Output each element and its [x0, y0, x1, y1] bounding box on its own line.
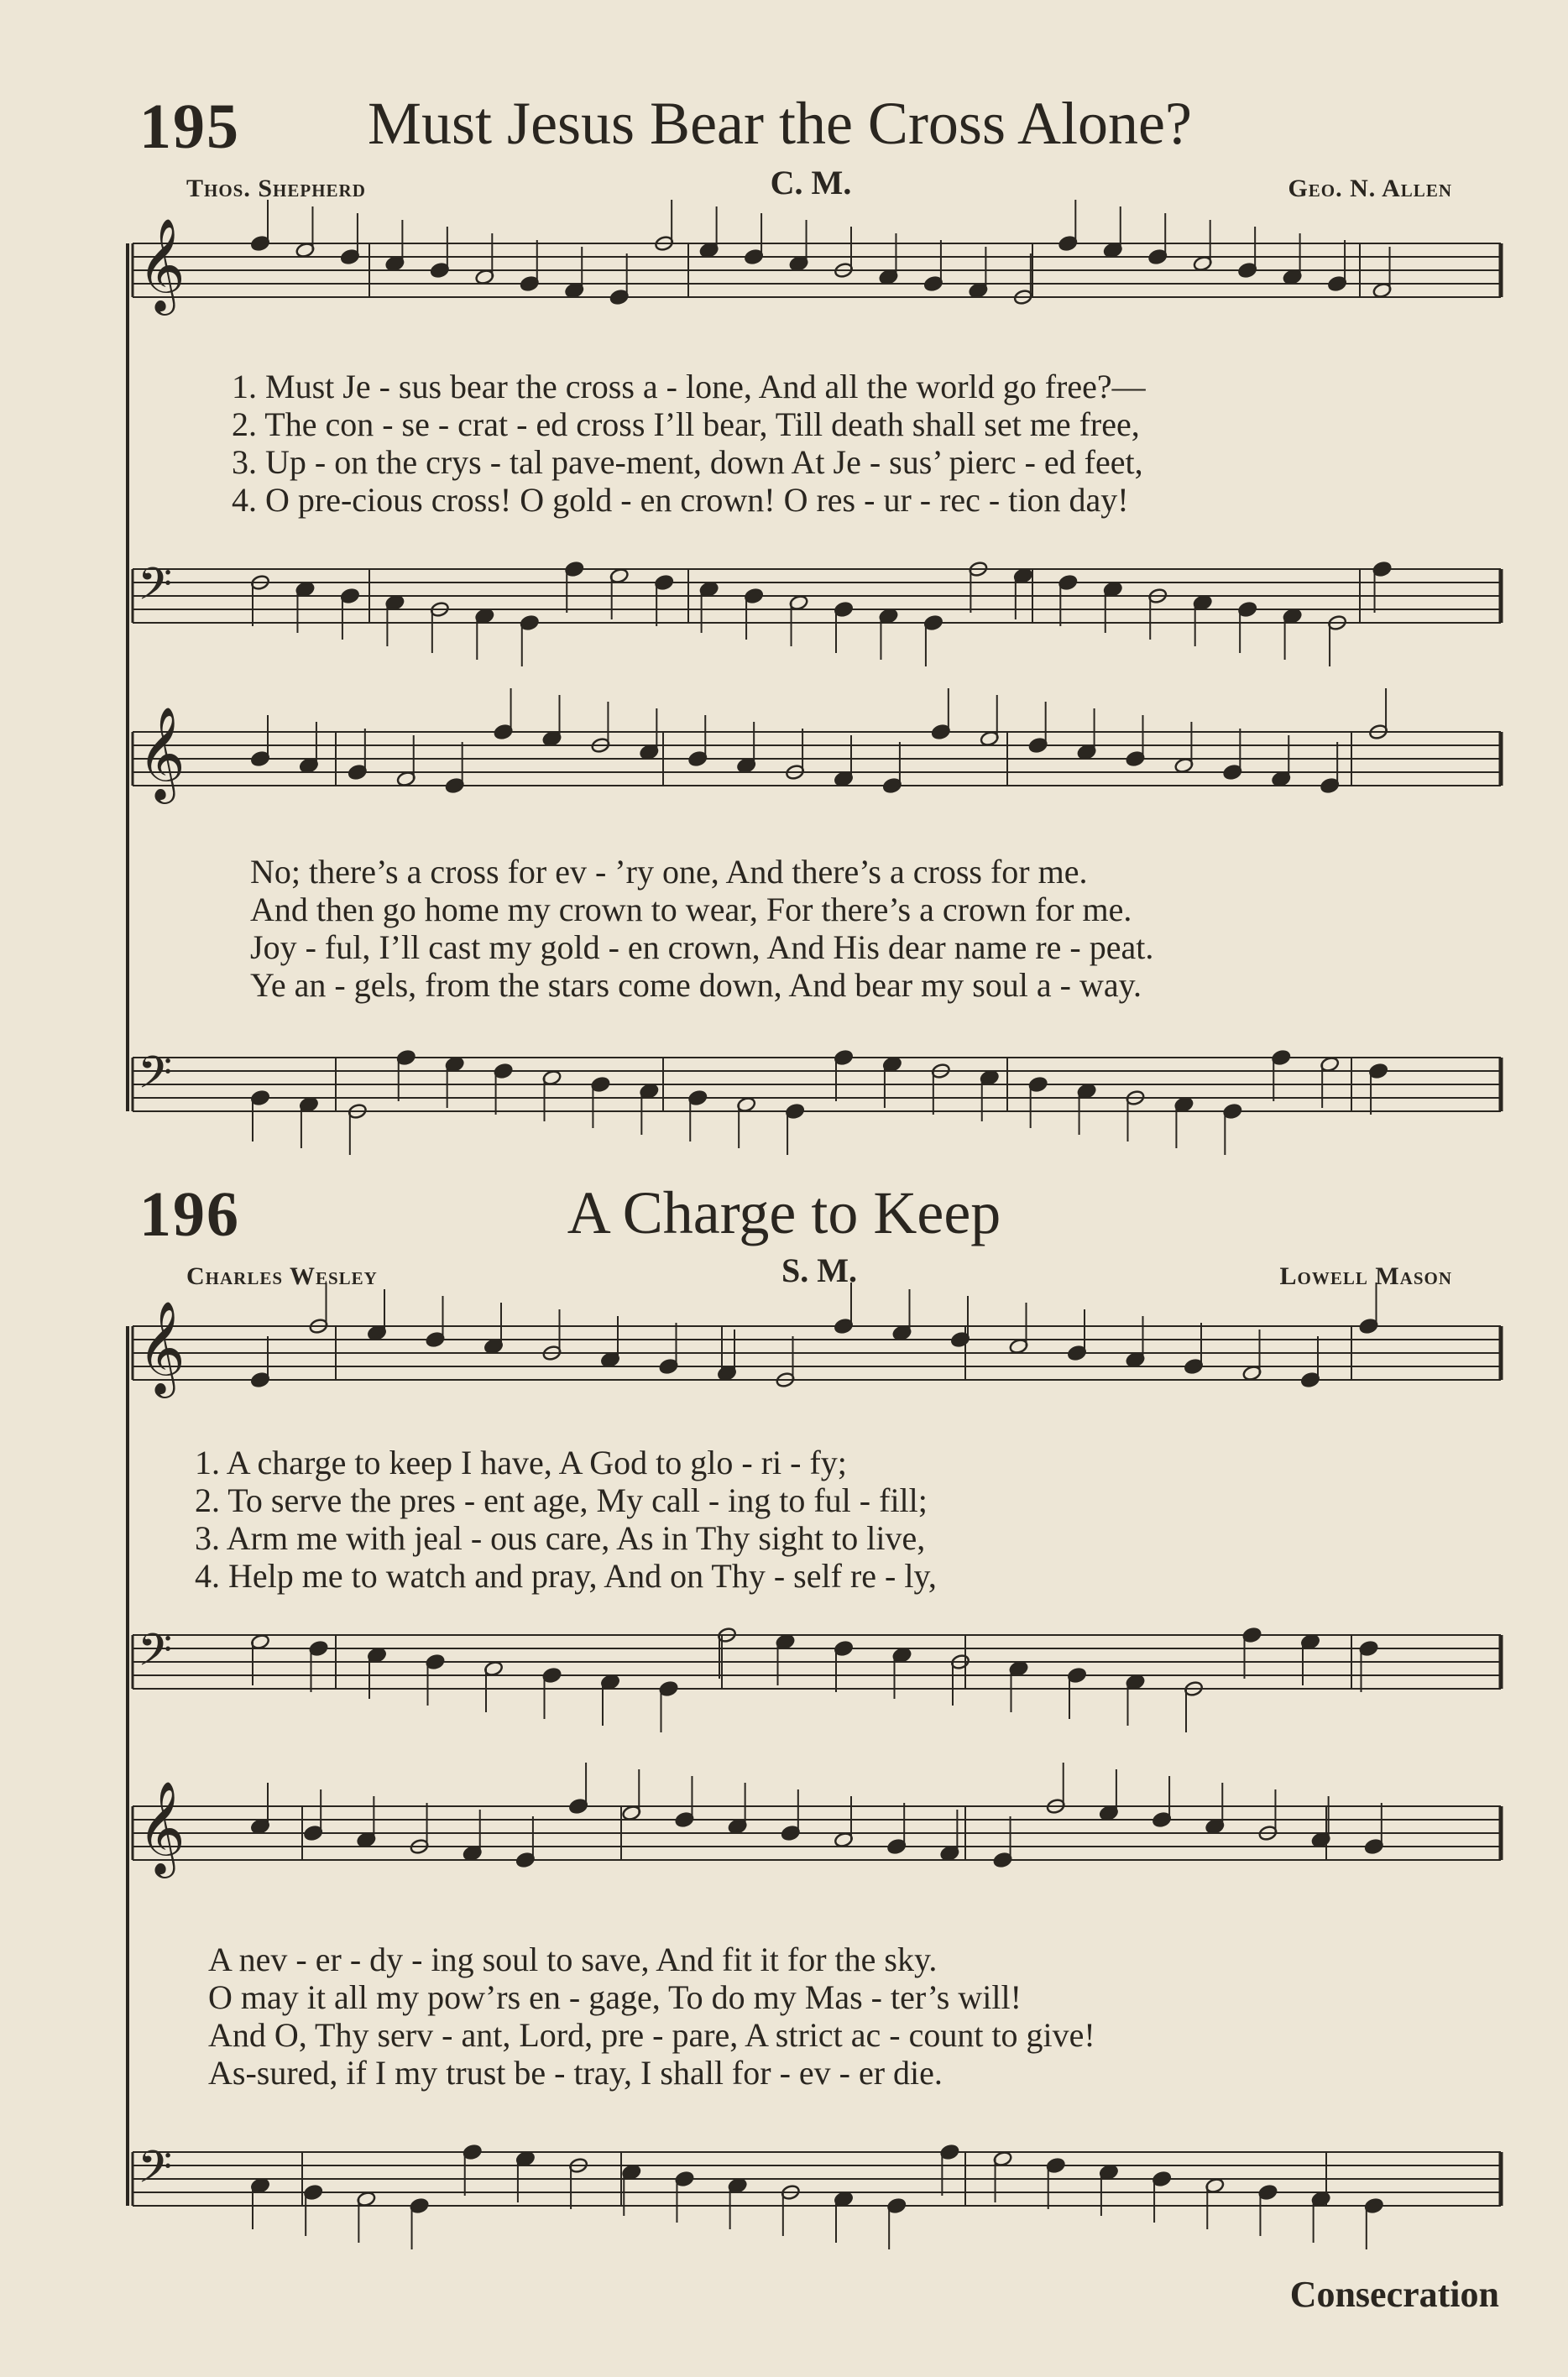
verse-line: A nev - er - dy - ing soul to save, And fit it for the sky. — [208, 1941, 938, 1978]
bass-clef-icon: 𝄢 — [138, 2142, 173, 2204]
verse-line: 3. Arm me with jeal - ous care, As in Thy sight to live, — [195, 1519, 926, 1557]
bass-clef-icon: 𝄢 — [138, 1625, 173, 1687]
author-credit: Thos. Shepherd — [186, 175, 366, 202]
treble-clef-icon: 𝄞 — [138, 1300, 186, 1394]
hymn-196-verses-second-half — [208, 1941, 1095, 2092]
hymn-195-verses-second-half — [250, 853, 1153, 1004]
verse-line: 4. O pre-cious cross! O gold - en crown! O res - ur - rec - tion day! — [232, 481, 1129, 519]
verse-line: And O, Thy serv - ant, Lord, pre - pare, A strict ac - count to give! — [208, 2016, 1095, 2054]
verse-line: Ye an - gels, from the stars come down, And bear my soul a - way. — [250, 966, 1142, 1004]
hymn-number: 195 — [139, 91, 240, 162]
hymn-number: 196 — [139, 1179, 240, 1250]
treble-clef-icon: 𝄞 — [138, 706, 186, 800]
verse-line: 2. To serve the pres - ent age, My call - ing to ful - fill; — [195, 1481, 928, 1519]
author-credit: Charles Wesley — [186, 1262, 378, 1290]
verse-line: 3. Up - on the crys - tal pave-ment, down At Je - sus’ pierc - ed feet, — [232, 443, 1143, 481]
meter: S. M. — [781, 1251, 857, 1289]
verse-line: 1. A charge to keep I have, A God to glo - ri - fy; — [195, 1444, 847, 1481]
verse-line: And then go home my crown to wear, For there’s a crown for me. — [250, 891, 1132, 928]
section-footer: Consecration — [1289, 2274, 1499, 2315]
verse-line: No; there’s a cross for ev - ’ry one, And there’s a cross for me. — [250, 853, 1088, 891]
bass-clef-icon: 𝄢 — [138, 559, 173, 621]
hymn-195-verses-first-half — [232, 368, 1146, 519]
verse-line: As-sured, if I my trust be - tray, I shall for - ev - er die. — [208, 2054, 943, 2092]
treble-clef-icon: 𝄞 — [138, 217, 186, 311]
bass-clef-icon: 𝄢 — [138, 1047, 173, 1110]
hymn-title: A Charge to Keep — [567, 1179, 1001, 1246]
treble-clef-icon: 𝄞 — [138, 1780, 186, 1874]
composer-credit: Geo. N. Allen — [1288, 175, 1452, 202]
verse-line: O may it all my pow’rs en - gage, To do my Mas - ter’s will! — [208, 1978, 1022, 2016]
verse-line: 4. Help me to watch and pray, And on Thy - self re - ly, — [195, 1557, 937, 1595]
verse-line: Joy - ful, I’ll cast my gold - en crown, And His dear name re - peat. — [250, 928, 1154, 966]
verse-line: 1. Must Je - sus bear the cross a - lone, And all the world go free?— — [232, 368, 1146, 405]
hymn-title: Must Jesus Bear the Cross Alone? — [368, 90, 1192, 157]
composer-credit: Lowell Mason — [1279, 1262, 1452, 1290]
verse-line: 2. The con - se - crat - ed cross I’ll bear, Till death shall set me free, — [232, 405, 1140, 443]
hymn-196-verses-first-half — [195, 1444, 937, 1595]
meter: C. M. — [770, 164, 852, 201]
